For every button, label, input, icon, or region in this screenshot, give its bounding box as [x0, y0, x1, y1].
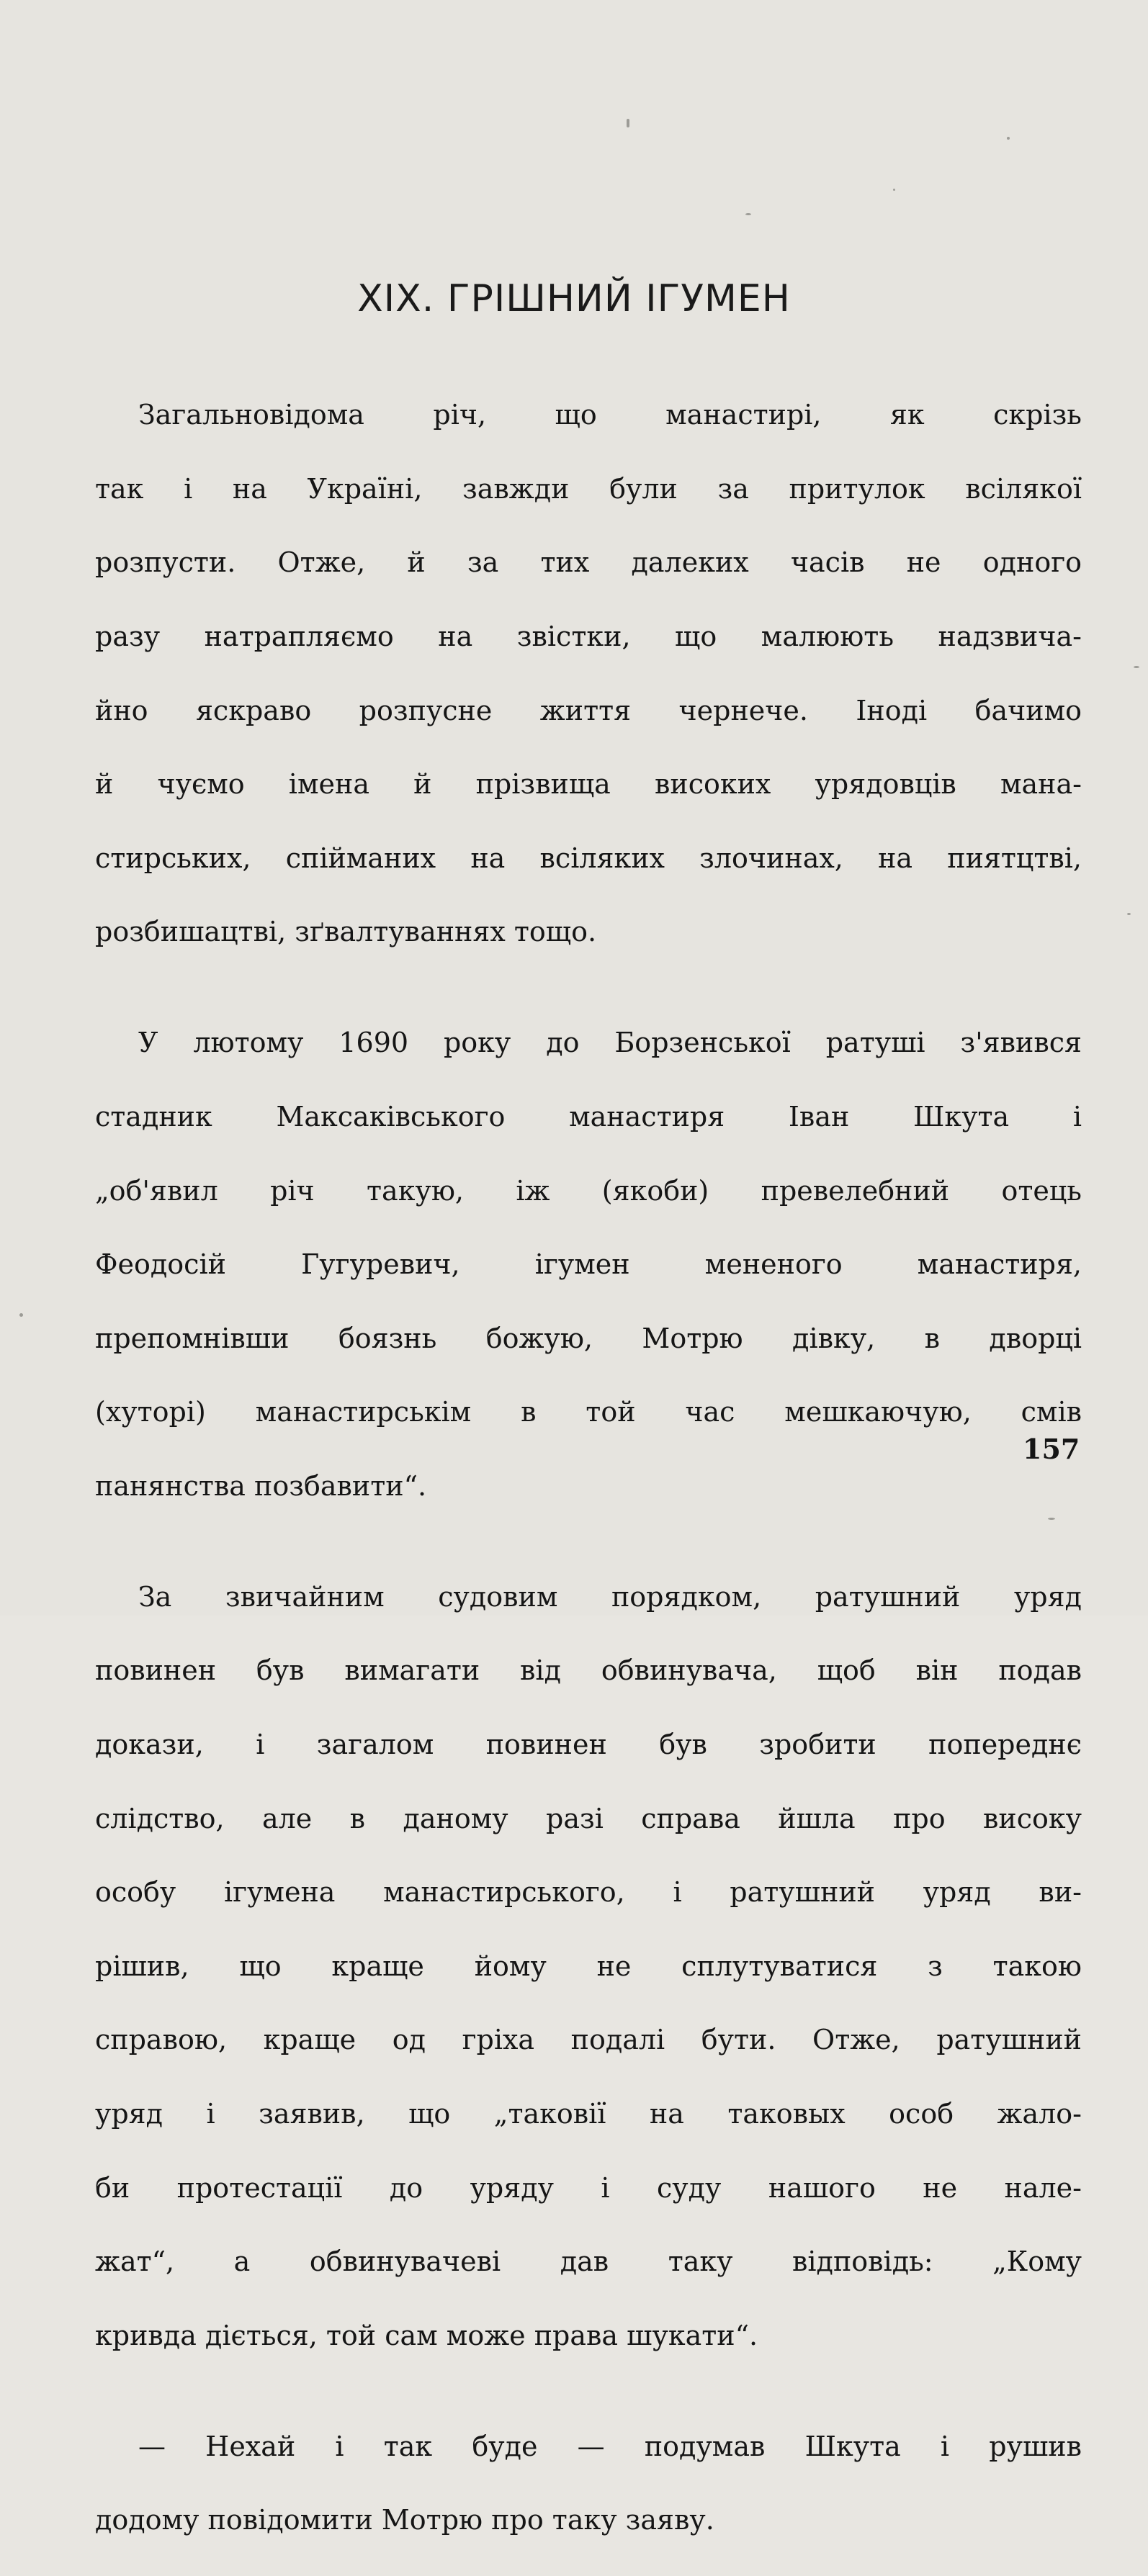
text-line: справою, краще од гріха подалі бути. Отже, ратушний [95, 2024, 1082, 2056]
paper-speck [19, 1313, 23, 1317]
text-line: За звичайним судовим порядком, ратушний уряд [138, 1580, 1082, 1613]
text-line: рішив, що краще йому не сплутуватися з такою [95, 1950, 1082, 1982]
paragraph-1 [95, 360, 1082, 988]
text-line: кривда діється, той сам може права шукати“. [95, 2319, 758, 2351]
text-line: повинен був вимагати від обвинувача, щоб він подав [95, 1654, 1082, 1687]
text-line: розбишацтві, зґвалтуваннях тощо. [95, 916, 597, 948]
text-line: так і на Україні, завжди були за притулок всілякої [95, 472, 1082, 505]
paragraph-2 [95, 988, 1082, 1541]
text-line: жат“, а обвинувачеві дав таку відповідь: „Кому [95, 2246, 1082, 2278]
paper-speck [893, 189, 895, 191]
text-line: особу ігумена манастирського, і ратушний уряд ви- [95, 1876, 1082, 1909]
paper-speck [1127, 913, 1131, 915]
text-line: (хуторі) манастирськім в той час мешкаючую, смів [95, 1396, 1082, 1428]
text-line: уряд і заявив, що „таковії на таковых особ жало- [95, 2097, 1082, 2130]
text-line: йно яскраво розпусне життя чернече. Іноді бачимо [95, 694, 1082, 726]
text-line: слідство, але в даному разі справа йшла про високу [95, 1802, 1082, 1834]
page-number: 157 [1023, 1433, 1080, 1465]
text-line: розпусти. Отже, й за тих далеких часів не одного [95, 546, 1082, 579]
text-line: стирських, спійманих на всіляких злочинах, на пиятцтві, [95, 842, 1082, 874]
text-line: Феодосій Гугуревич, ігумен мененого манастиря, [95, 1248, 1082, 1281]
paper-speck [1007, 137, 1010, 140]
text-line: додому повідомити Мотрю про таку заяву. [95, 2504, 714, 2536]
paper-speck [745, 213, 751, 215]
text-line: препомнівши боязнь божую, Мотрю дівку, в дворці [95, 1322, 1082, 1354]
text-line: докази, і загалом повинен був зробити попереднє [95, 1728, 1082, 1760]
text-line: Загальновідома річ, що манастирі, як скрізь [138, 399, 1082, 431]
text-line: би протестації до уряду і суду нашого не нале- [95, 2171, 1082, 2204]
paper-speck [1134, 666, 1139, 668]
chapter-title: XIX. ГРІШНИЙ ІГУМЕН [357, 277, 791, 320]
text-line: „об'явил річ такую, іж (якоби) превелебний отець [95, 1174, 1082, 1207]
text-line: стадник Максаківського манастиря Іван Шкута і [95, 1100, 1082, 1132]
text-line: У лютому 1690 року до Борзенської ратуші з'явився [138, 1027, 1082, 1059]
body-text [95, 360, 1082, 2576]
text-line: й чуємо імена й прізвища високих урядовців мана- [95, 768, 1082, 801]
paragraph-4 [95, 2391, 1082, 2575]
paragraph-3 [95, 1542, 1082, 2392]
text-line: разу натрапляємо на звістки, що малюють надзвича- [95, 621, 1082, 653]
paper-speck [627, 119, 629, 127]
text-line: панянства позбавити“. [95, 1469, 427, 1502]
text-line: — Нехай і так буде — подумав Шкута і рушив [138, 2430, 1082, 2462]
